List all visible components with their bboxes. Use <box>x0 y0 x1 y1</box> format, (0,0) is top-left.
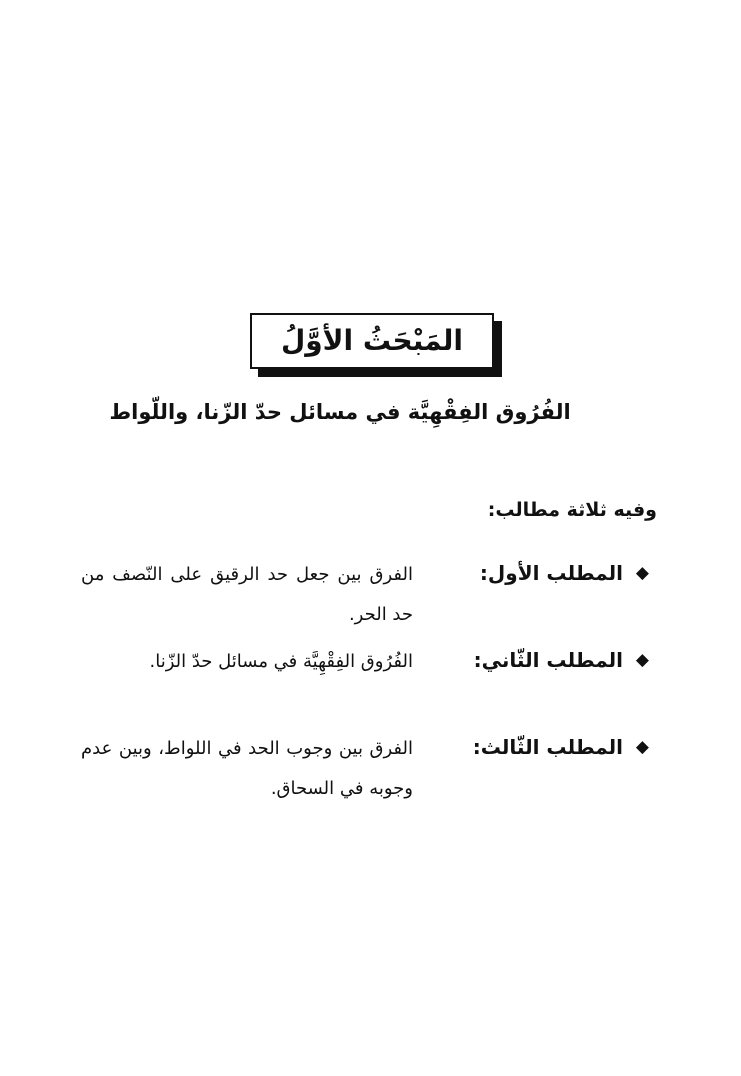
diamond-bullet-icon: ◆ <box>635 563 649 583</box>
section-label: المطلب الثّاني: <box>473 648 623 672</box>
section-description: الفرق بين وجوب الحد في اللواط، وبين عدم وجوبه في السحاق. <box>81 738 413 799</box>
diamond-bullet-icon: ◆ <box>635 737 649 757</box>
section-label: المطلب الثّالث: <box>472 735 623 759</box>
chapter-title-frame <box>250 313 494 369</box>
section-item <box>81 729 649 816</box>
section-item <box>81 555 649 642</box>
section-label: المطلب الأول: <box>479 561 623 585</box>
chapter-subtitle: الفُرُوق الفِقْهِيَّة في مسائل حدّ الزّنا، واللّواط <box>109 400 571 424</box>
section-item <box>85 642 649 729</box>
diamond-bullet-icon: ◆ <box>635 650 649 670</box>
sections-intro: وفيه ثلاثة مطالب: <box>487 499 657 521</box>
sections-list <box>81 555 649 816</box>
section-description: الفرق بين جعل حد الرقيق على النّصف من حد الحر. <box>81 564 413 625</box>
section-description: الفُرُوق الفِقْهِيَّة في مسائل حدّ الزّنا. <box>149 651 413 672</box>
chapter-title: المَبْحَثُ الأوَّلُ <box>280 324 464 357</box>
